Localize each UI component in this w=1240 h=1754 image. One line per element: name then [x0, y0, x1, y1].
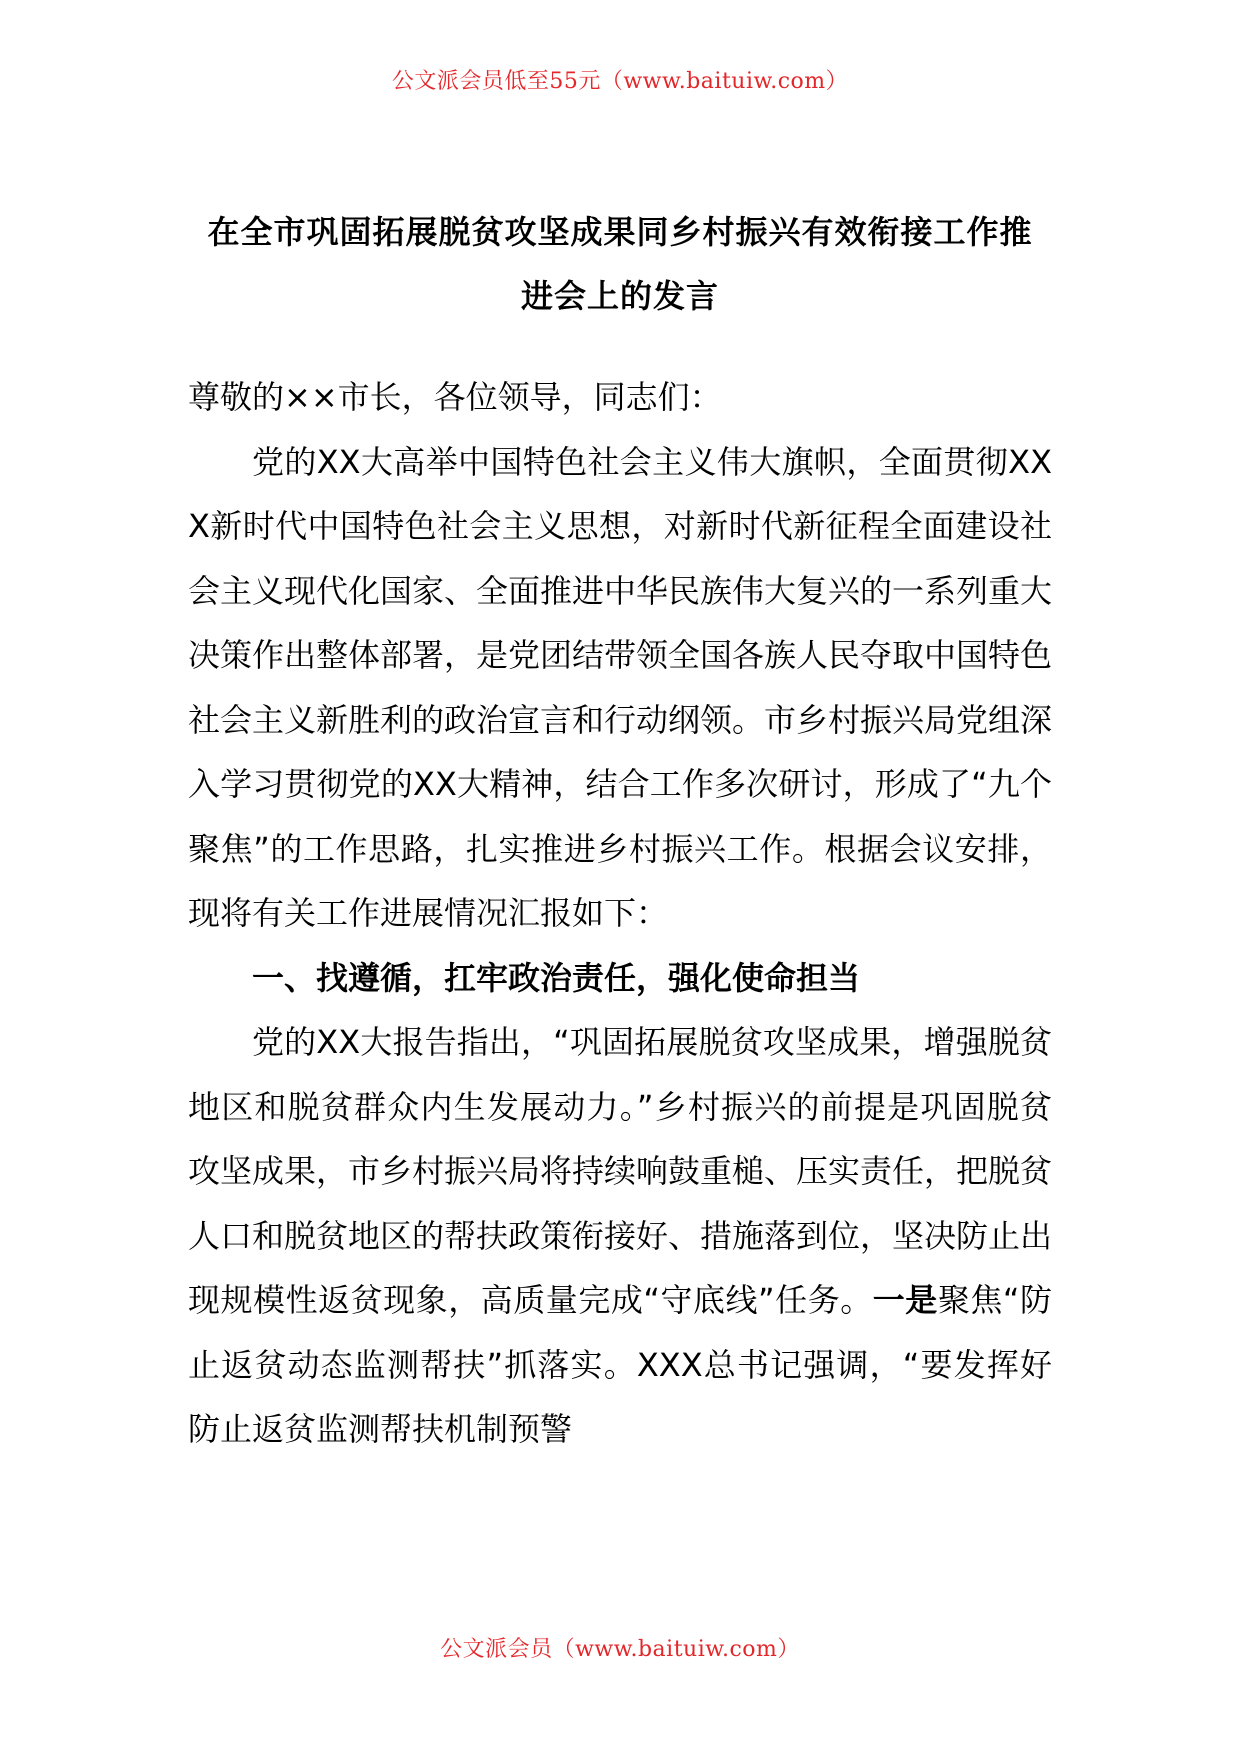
document-title-line-1: 在全市巩固拓展脱贫攻坚成果同乡村振兴有效衔接工作推 [207, 213, 1033, 251]
document-title-line-2: 进会上的发言 [520, 277, 719, 315]
paragraph-section-1 [188, 1010, 1052, 1462]
salutation: 尊敬的××市长，各位领导，同志们： [188, 378, 722, 416]
document-body [188, 365, 1052, 1462]
footer-watermark-banner: 公文派会员（www.baituiw.com） [440, 1637, 800, 1662]
section-heading-1: 一、找遵循，扛牢政治责任，强化使命担当 [252, 958, 861, 997]
document-title [140, 200, 1100, 328]
header-watermark-banner: 公文派会员低至55元（www.baituiw.com） [391, 69, 849, 94]
paragraph-text: 党的XX大报告指出，“巩固拓展脱贫攻坚成果，增强脱贫地区和脱贫群众内生发展动力。”乡村振兴的前提是巩固脱贫攻坚成果，市乡村振兴局将持续响鼓重槌、压实责任，把脱贫人口和脱贫地区的帮扶政策衔接好、措施落到位，坚决防止出现规模性返贫现象，高质量完成“守底线”任务。 [188, 1023, 1053, 1319]
bold-lead-in: 一是 [872, 1281, 938, 1319]
paragraph-intro: 党的XX大高举中国特色社会主义伟大旗帜，全面贯彻XXX新时代中国特色社会主义思想，对新时代新征程全面建设社会主义现代化国家、全面推进中华民族伟大复兴的一系列重大决策作出整体部署，是党团结带领全国各族人民夺取中国特色社会主义新胜利的政治宣言和行动纲领。市乡村振兴局党组深入学习贯彻党的XX大精神，结合工作多次研讨，形成了“九个聚焦”的工作思路，扎实推进乡村振兴工作。根据会议安排，现将有关工作进展情况汇报如下： [188, 442, 1053, 932]
paragraph-text-continued: 聚焦“防止返贫动态监测帮扶”抓落实。XXX总书记强调，“要发挥好防止返贫监测帮扶机制预警 [188, 1281, 1052, 1448]
